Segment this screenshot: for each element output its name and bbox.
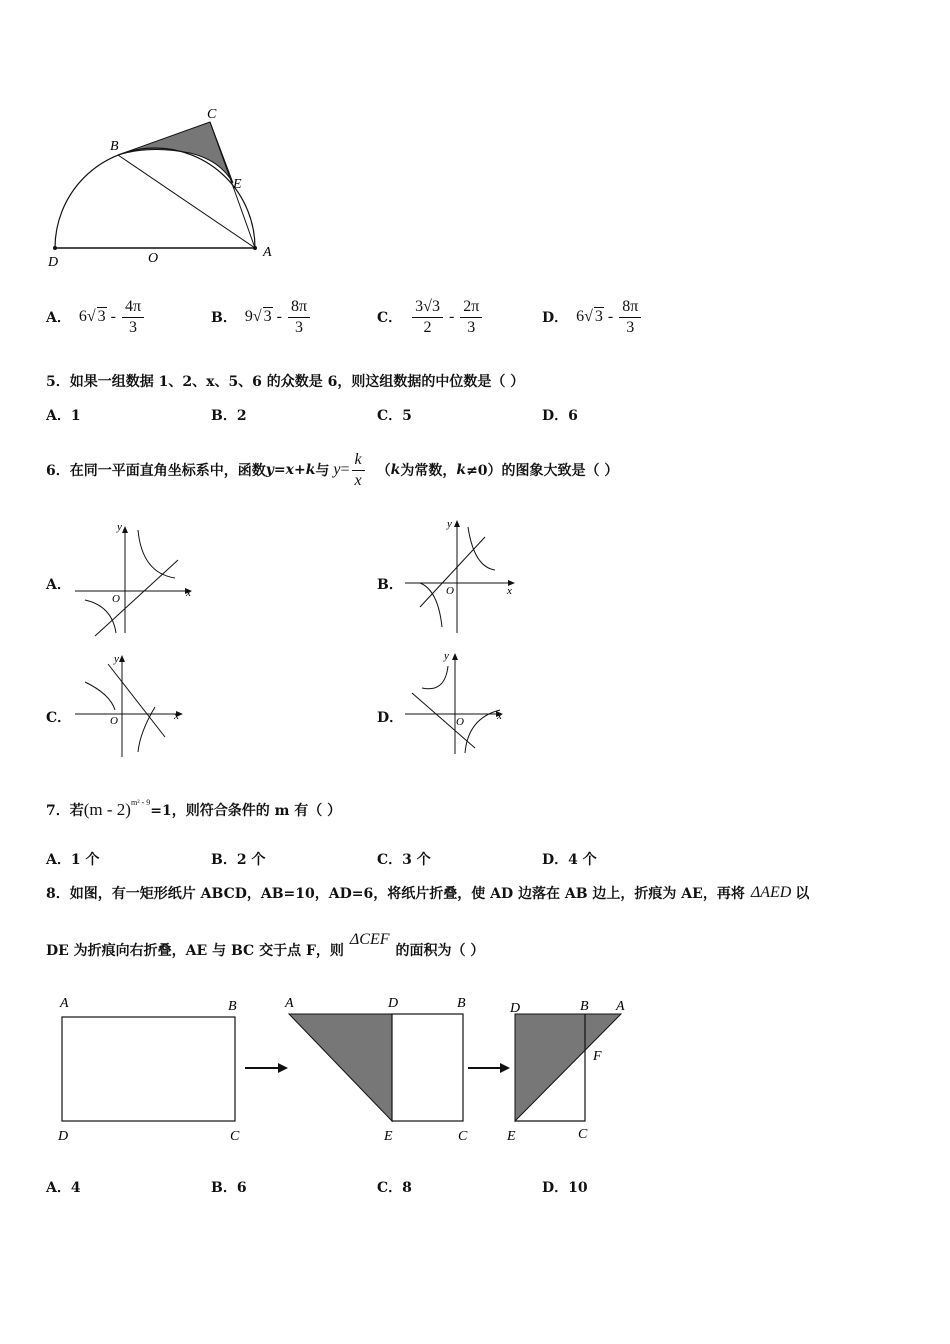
svg-text:y: y <box>114 653 119 665</box>
q6-option-d[interactable]: D． <box>377 710 404 726</box>
segment-BA <box>118 155 255 248</box>
q6-graph-a[interactable] <box>70 518 195 638</box>
svg-text:A: A <box>60 996 69 1011</box>
q7-option-a[interactable]: A．1 个 <box>46 852 100 868</box>
svg-text:y: y <box>117 521 122 533</box>
q5-option-b[interactable]: B．2 <box>211 408 247 424</box>
q6-option-b[interactable]: B． <box>377 577 403 593</box>
q6-option-c[interactable]: C． <box>46 710 72 726</box>
q7-option-c[interactable]: C．3 个 <box>377 852 431 868</box>
svg-text:C: C <box>230 1129 240 1144</box>
label-B: B <box>110 139 119 154</box>
svg-text:O: O <box>112 593 120 605</box>
svg-text:D: D <box>388 996 399 1011</box>
q8-option-d[interactable]: D．10 <box>542 1180 588 1196</box>
svg-text:E: E <box>507 1129 516 1144</box>
q8-option-a[interactable]: A．4 <box>46 1180 81 1196</box>
q7-option-b[interactable]: B．2 个 <box>211 852 266 868</box>
svg-text:B: B <box>457 996 466 1011</box>
svg-text:B: B <box>580 999 589 1014</box>
q6-option-a[interactable]: A． <box>46 577 71 593</box>
q4-option-d[interactable]: D． 6√ 3 - $\frac{8\pi}{3}$ <box>542 292 643 342</box>
svg-text:B: B <box>228 999 237 1014</box>
q6-text: 6．在同一平面直角坐标系中，函数 y=x+k 与 y = $\frac{k}{x}$ （ k 为常数， k ≠0）的图象大致是（ ） <box>46 450 619 489</box>
q7-option-d[interactable]: D．4 个 <box>542 852 597 868</box>
q5-option-d[interactable]: D．6 <box>542 408 578 424</box>
q7-text: 7．若 (m - 2) $^{m^2 - 9}$ =1，则符合条件的 m 有（ ） <box>46 797 342 819</box>
svg-text:D: D <box>510 1001 521 1016</box>
folded-triangle-2 <box>289 1014 392 1121</box>
q8-option-b[interactable]: B．6 <box>211 1180 247 1196</box>
svg-text:x: x <box>186 587 191 599</box>
q6-graph-d[interactable] <box>400 648 525 758</box>
q5-text: 5．如果一组数据 1、2、x、5、6 的众数是 6，则这组数据的中位数是（ ） <box>46 374 525 390</box>
q4-option-a[interactable]: A． 6√ 3 - $\frac{4\pi}{3}$ <box>46 292 146 342</box>
svg-text:x: x <box>174 710 179 722</box>
q4-option-c[interactable]: C． $\frac{3√3}{2}$ - $\frac{2\pi}{3}$ <box>377 292 484 342</box>
semicircle-figure <box>40 100 290 270</box>
svg-text:C: C <box>458 1129 468 1144</box>
q6-graph-b[interactable] <box>400 515 525 635</box>
svg-text:D: D <box>58 1129 69 1144</box>
label-D: D <box>48 255 59 270</box>
q8-figures <box>40 990 660 1150</box>
q8-line2: DE 为折痕向右折叠，AE 与 BC 交于点 F，则 ΔCEF 的面积为（ ） <box>46 931 485 959</box>
folded-triangle-3 <box>515 1014 621 1121</box>
label-E: E <box>233 177 242 192</box>
shaded-region <box>118 122 233 183</box>
label-O: O <box>148 251 159 266</box>
q8-line1: 8．如图，有一矩形纸片 ABCD，AB=10，AD=6，将纸片折叠，使 AD 边落在 AB 边上，折痕为 AE，再将 ΔAED 以 <box>46 884 810 902</box>
svg-text:C: C <box>578 1127 588 1142</box>
q4-option-b[interactable]: B． 9√ 3 - $\frac{8\pi}{3}$ <box>211 292 312 342</box>
svg-text:y: y <box>444 650 449 662</box>
q6-graph-c[interactable] <box>70 652 195 762</box>
svg-text:A: A <box>285 996 294 1011</box>
label-A: A <box>263 245 272 260</box>
svg-text:O: O <box>456 716 464 728</box>
svg-text:O: O <box>446 585 454 597</box>
svg-text:E: E <box>384 1129 393 1144</box>
rect-abcd <box>62 1017 235 1121</box>
svg-text:x: x <box>507 585 512 597</box>
q5-option-c[interactable]: C．5 <box>377 408 412 424</box>
q5-option-a[interactable]: A．1 <box>46 408 81 424</box>
svg-text:F: F <box>593 1049 602 1064</box>
label-C: C <box>207 107 217 122</box>
svg-text:A: A <box>616 999 625 1014</box>
q8-option-c[interactable]: C．8 <box>377 1180 412 1196</box>
svg-text:O: O <box>110 715 118 727</box>
svg-text:x: x <box>497 710 502 722</box>
svg-text:y: y <box>447 518 452 530</box>
